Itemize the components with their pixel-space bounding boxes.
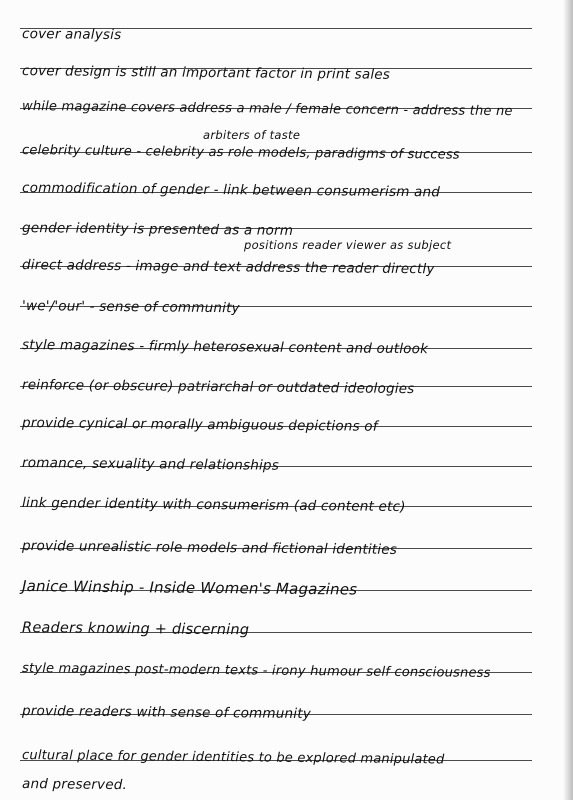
note-line: cover design is still an important factor in print sales xyxy=(22,63,391,83)
note-line: direct address - image and text address the reader directly xyxy=(22,257,435,278)
note-line: style magazines - firmly heterosexual content and outlook xyxy=(22,337,429,358)
note-line: commodification of gender - link between consumerism and xyxy=(22,180,441,201)
note-line: Janice Winship - Inside Women's Magazines xyxy=(22,577,358,599)
note-line: provide unrealistic role models and fictional identities xyxy=(22,538,398,558)
page-edge-shadow xyxy=(563,0,573,800)
note-line: 'we'/'our' - sense of community xyxy=(22,298,240,317)
note-line: provide cynical or morally ambiguous depictions of xyxy=(22,415,378,435)
annotation-positions: positions reader viewer as subject xyxy=(244,238,452,252)
note-line: link gender identity with consumerism (ad content etc) xyxy=(22,495,406,516)
note-line: gender identity is presented as a norm xyxy=(22,220,294,239)
note-line: cultural place for gender identities to be explored manipulated xyxy=(22,748,445,768)
annotation-arbiters: arbiters of taste xyxy=(203,128,301,142)
note-line: and preserved. xyxy=(22,776,128,794)
note-line: style magazines post-modern texts - irony humour self consciousness xyxy=(22,661,491,681)
note-line: romance, sexuality and relationships xyxy=(22,455,280,474)
note-line: provide readers with sense of community xyxy=(22,703,312,723)
note-line: reinforce (or obscure) patriarchal or outdated ideologies xyxy=(22,377,415,398)
note-line: Readers knowing + discerning xyxy=(22,620,250,639)
note-line: cover analysis xyxy=(22,26,122,44)
note-line: celebrity culture - celebrity as role models, paradigms of success xyxy=(22,143,460,163)
note-line: while magazine covers address a male / female concern - address the ne xyxy=(22,99,513,120)
